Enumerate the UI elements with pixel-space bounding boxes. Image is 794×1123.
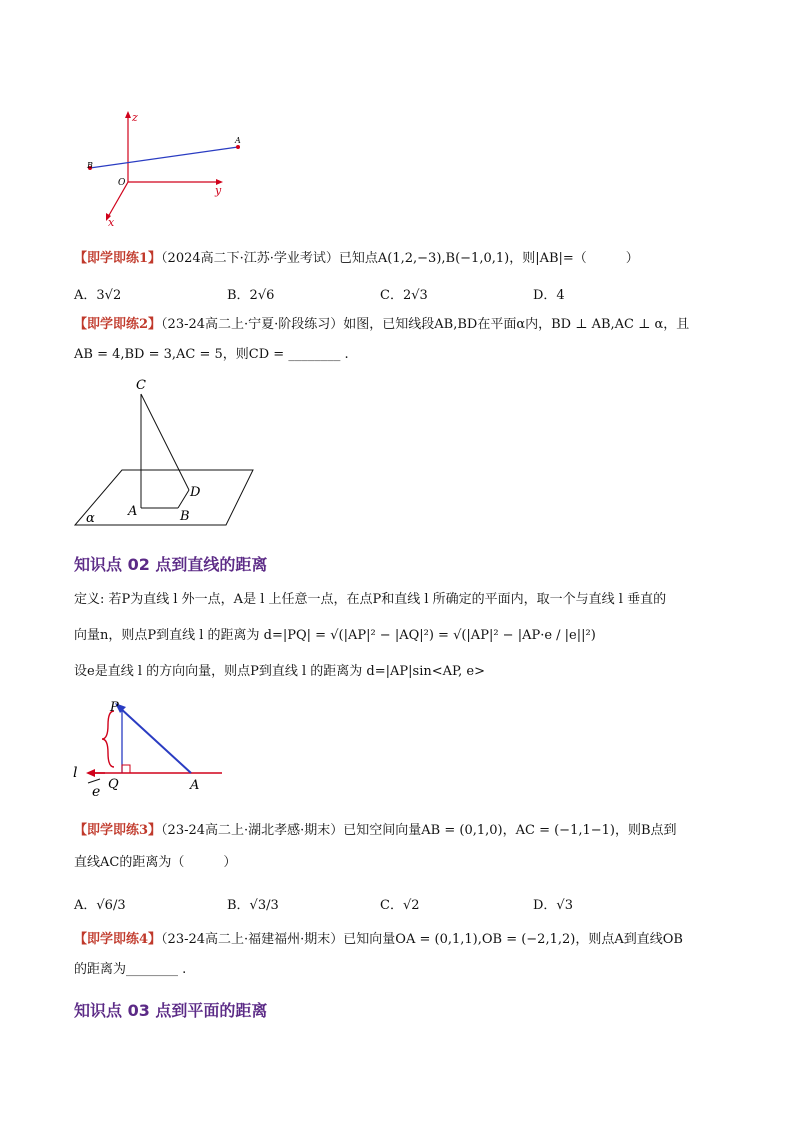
vector-e-label: e [92, 784, 101, 800]
point-c-label: C [136, 378, 146, 393]
exercise-4-line2: 的距离为________ . [74, 962, 187, 977]
plane-alpha-label: α [86, 511, 95, 526]
exercise-3-line2: 直线AC的距离为（ ） [74, 855, 237, 870]
option-b: B．√3/3 [227, 898, 279, 913]
y-axis-label: y [215, 184, 222, 197]
exercise-tag: 【即学即练3】 [74, 823, 162, 838]
exercise-4 [74, 932, 683, 948]
point-b-label: B [87, 161, 93, 170]
coordinate-figure [80, 105, 250, 230]
origin-label: O [118, 178, 126, 188]
exercise-text: （23-24高二上·福建福州·期末）已知向量OA = (0,1,1),OB = (−2,1,2)，则点A到直线OB [161, 932, 683, 947]
point-q-label: Q [108, 777, 119, 792]
option-d: D．4 [533, 288, 565, 303]
option-a: A．√6/3 [74, 898, 126, 913]
exercise-2 [74, 317, 689, 333]
option-a: A．3√2 [74, 288, 122, 303]
point-line-figure [70, 697, 230, 800]
exercise-text: （23-24高二上·湖北孝感·期末）已知空间向量AB = (0,1,0)，AC = (−1,1−1)，则B点到 [161, 823, 677, 838]
section-title-02: 知识点 02 点到直线的距离 [74, 555, 268, 574]
option-c: C．2√3 [380, 288, 428, 303]
x-axis-label: x [108, 216, 115, 229]
point-a-label: A [235, 136, 241, 145]
point-a-label: A [128, 504, 138, 519]
point-a-label: A [190, 778, 200, 793]
section-title-03: 知识点 03 点到平面的距离 [74, 1001, 268, 1020]
exercise-text: （2024高二下·江苏·学业考试）已知点A(1,2,−3),B(−1,0,1)，则|AB|=（ ） [161, 251, 639, 266]
exercise-3 [74, 823, 677, 839]
definition-line-2: 向量n，则点P到直线 l 的距离为 d=|PQ| = √(|AP|² − |AQ|²) = √(|AP|² − |AP·e / |e||²) [74, 628, 596, 643]
exercise-tag: 【即学即练2】 [74, 317, 162, 332]
definition-line-3: 设e是直线 l 的方向向量，则点P到直线 l 的距离为 d=|AP|sin<AP, e> [74, 664, 485, 679]
option-d: D．√3 [533, 898, 573, 913]
option-b: B．2√6 [227, 288, 275, 303]
z-axis-label: z [132, 111, 138, 124]
exercise-2-line2: AB = 4,BD = 3,AC = 5，则CD = ________ . [74, 347, 349, 362]
exercise-1 [74, 251, 639, 267]
option-c: C．√2 [380, 898, 420, 913]
exercise-tag: 【即学即练4】 [74, 932, 162, 947]
exercise-text: （23-24高二上·宁夏·阶段练习）如图，已知线段AB,BD在平面α内，BD ⊥ AB,AC ⊥ α，且 [161, 317, 690, 332]
point-b-label: B [180, 509, 190, 524]
exercise-tag: 【即学即练1】 [74, 251, 162, 266]
point-p-label: P [110, 700, 119, 715]
point-d-label: D [190, 485, 201, 500]
line-l-label: l [73, 765, 78, 781]
plane-figure [70, 372, 260, 532]
definition-line-1: 定义: 若P为直线 l 外一点，A是 l 上任意一点，在点P和直线 l 所确定的平面内，取一个与直线 l 垂直的 [74, 592, 667, 607]
